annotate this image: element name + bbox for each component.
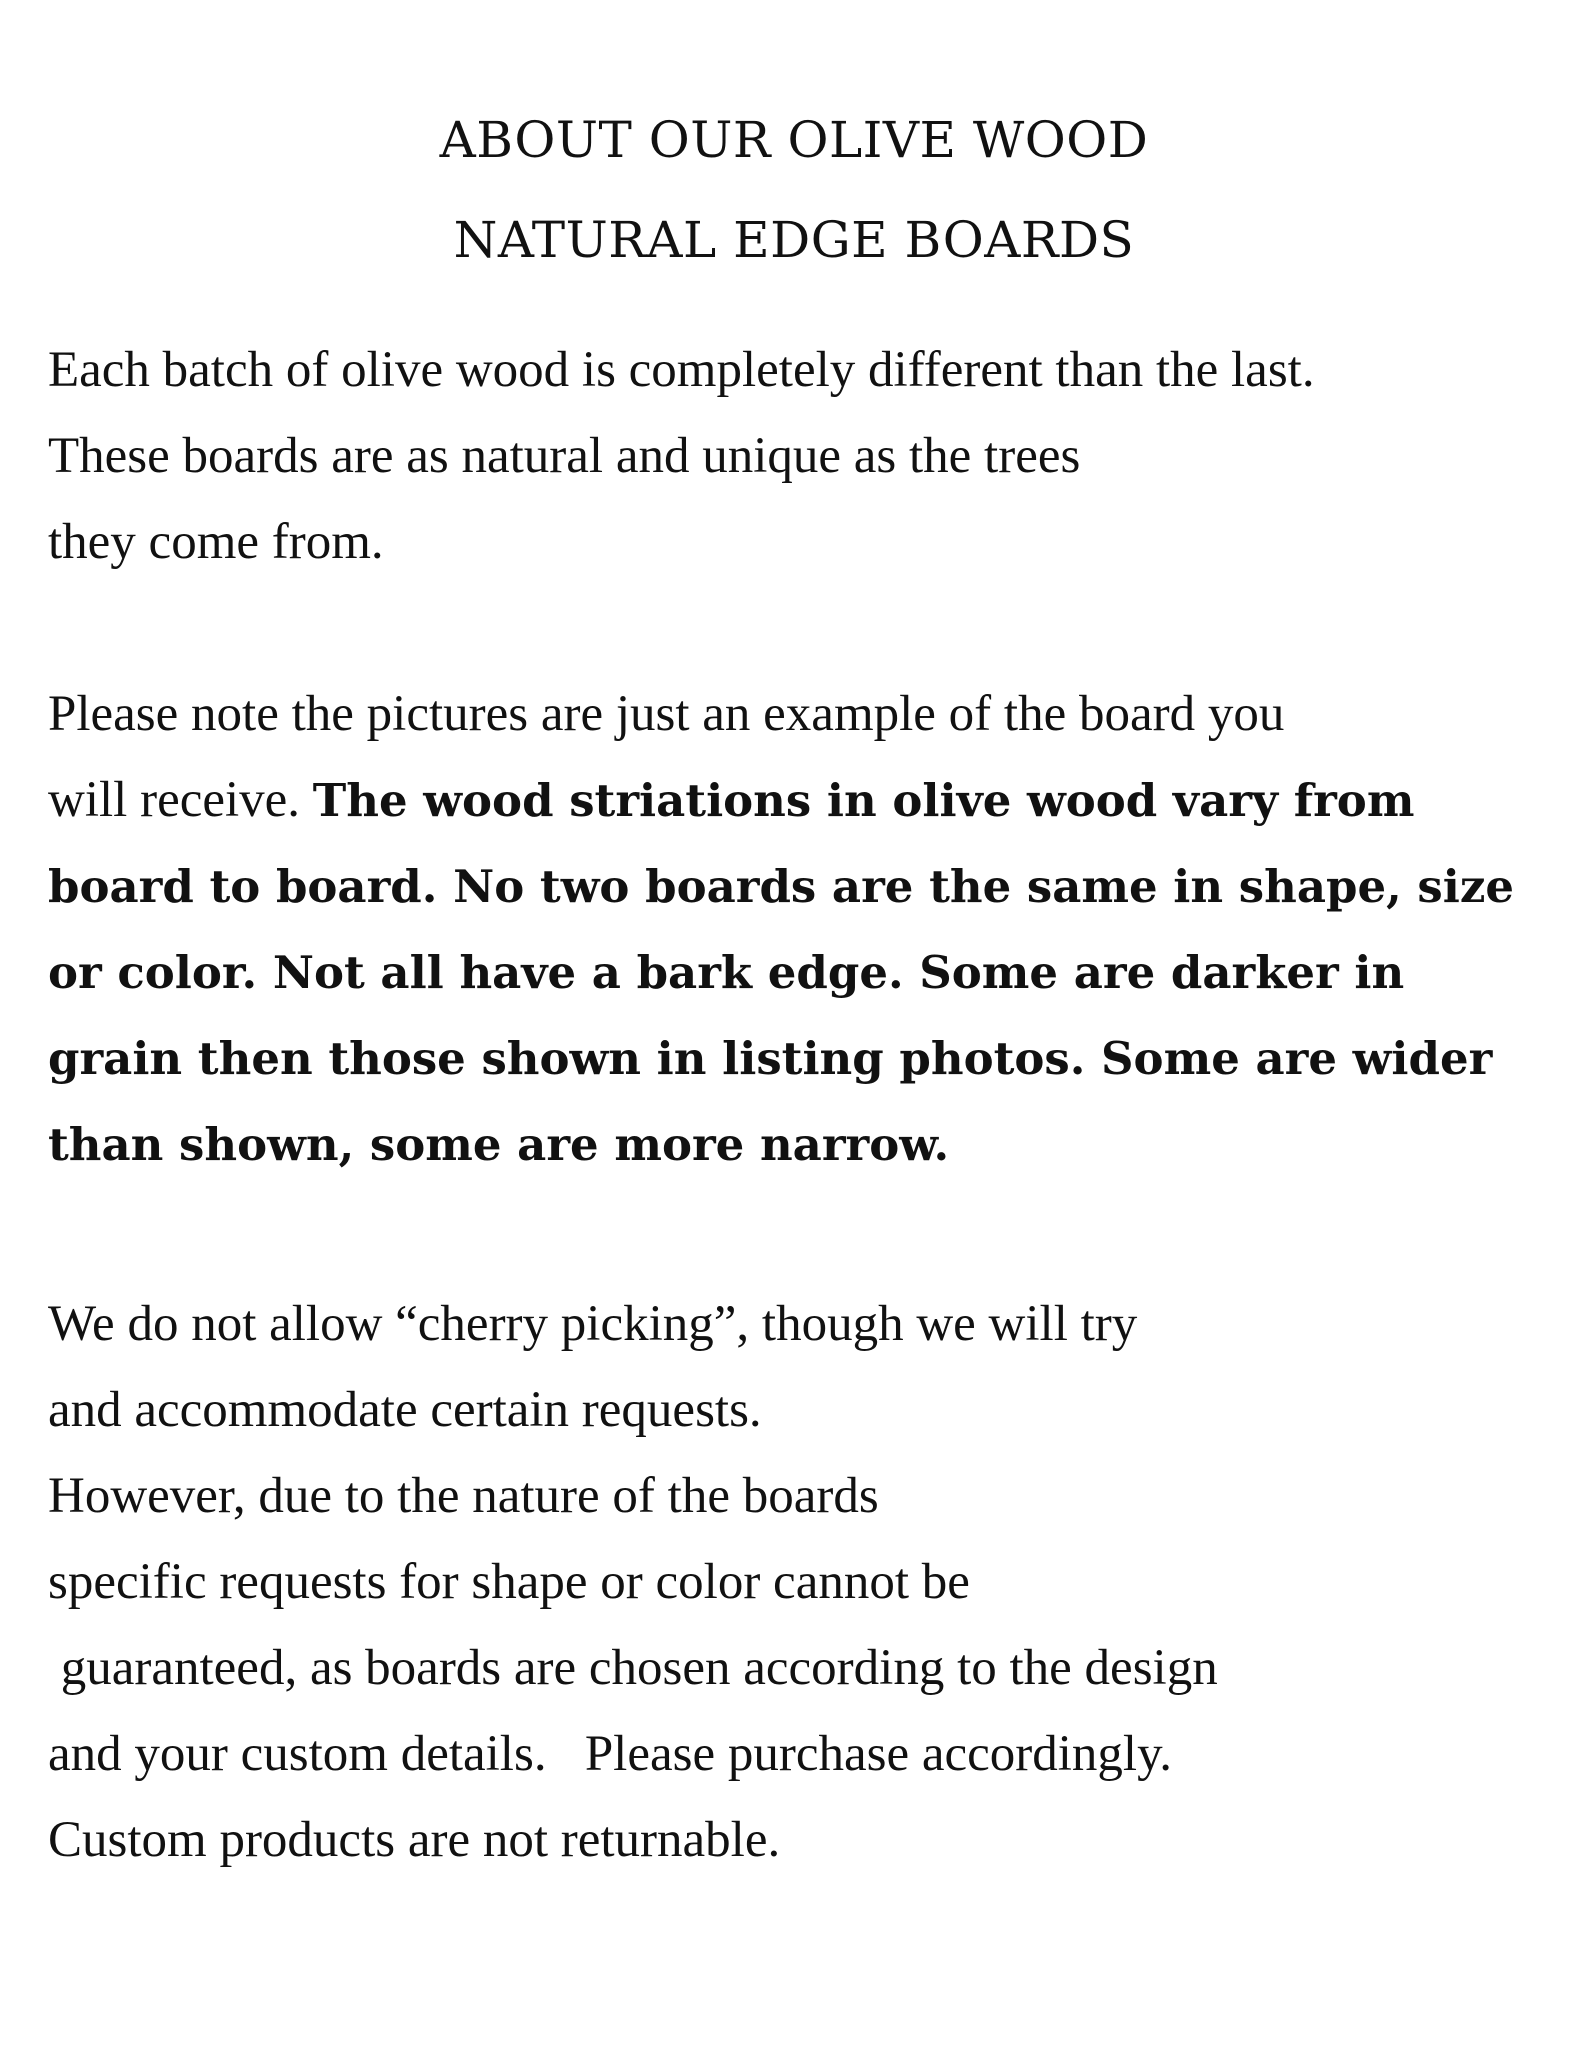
paragraph-line: and your custom details. Please purchase accordingly. (48, 1726, 1173, 1782)
paragraph-line: Please note the pictures are just an example of the board you (48, 686, 1285, 742)
title-line-2: NATURAL EDGE BOARDS (453, 211, 1135, 269)
note-regular-text: will receive. (48, 772, 313, 828)
paragraph-line: guaranteed, as boards are chosen according to the design (48, 1640, 1218, 1696)
paragraph-line: specific requests for shape or color cannot be (48, 1554, 970, 1610)
paragraph-bold-line: grain then those shown in listing photos. Some are wider (48, 1032, 1493, 1085)
title-line-1: ABOUT OUR OLIVE WOOD (439, 111, 1149, 169)
paragraph-note (48, 671, 1568, 1188)
paragraph-line: and accommodate certain requests. (48, 1382, 762, 1438)
paragraph-intro (48, 327, 1568, 585)
paragraph-policy (48, 1281, 1568, 1883)
paragraph-line-mixed (48, 757, 1568, 844)
paragraph-line: We do not allow “cherry picking”, though we will try (48, 1296, 1138, 1352)
paragraph-line: they come from. (48, 514, 384, 570)
paragraph-bold-line: board to board. No two boards are the same in shape, size (48, 860, 1515, 913)
paragraph-line: However, due to the nature of the boards (48, 1468, 879, 1524)
note-bold-text: The wood striations in olive wood vary from (312, 774, 1415, 827)
paragraph-line: These boards are as natural and unique as the trees (48, 428, 1081, 484)
paragraph-bold-line: or color. Not all have a bark edge. Some are darker in (48, 946, 1405, 999)
paragraph-line: Each batch of olive wood is completely different than the last. (48, 342, 1315, 398)
paragraph-line: Custom products are not returnable. (48, 1812, 781, 1868)
page-title (0, 90, 1588, 290)
paragraph-bold-line: than shown, some are more narrow. (48, 1118, 950, 1171)
